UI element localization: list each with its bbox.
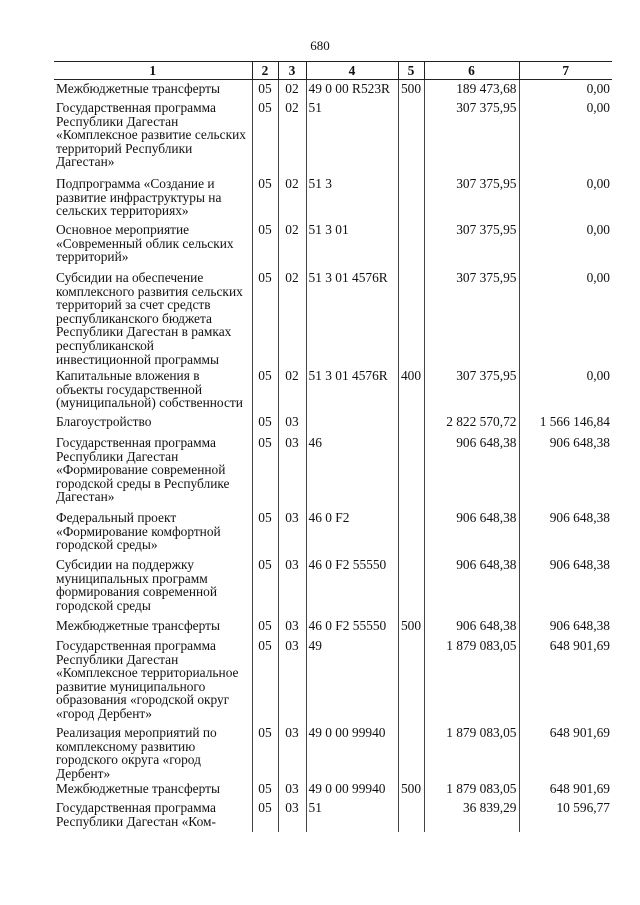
amount-column-6: 1 879 083,05 (424, 780, 519, 799)
row-name: Межбюджетные трансферты (56, 80, 220, 96)
amount-column-6: 189 473,68 (424, 79, 519, 99)
section-code: 05 (252, 413, 278, 434)
row-name: Межбюджетные трансферты (56, 618, 220, 634)
table-row (54, 221, 612, 269)
row-name: Межбюджетные трансферты (56, 781, 220, 797)
row-name: Субсидии на обеспечение комплексного развития сельских территорий за счет средств республиканского бюджета Республики Дагестан в рамках республиканской инвестиционной программы (56, 270, 243, 367)
amount-column-6: 906 648,38 (424, 509, 519, 556)
column-header: 4 (306, 62, 398, 80)
table-row (54, 99, 612, 175)
amount-column-6: 307 375,95 (424, 99, 519, 175)
section-code: 05 (252, 509, 278, 556)
section-code: 05 (252, 637, 278, 724)
row-name: Государственная программа Республики Дагестан «Комплексное развитие сельских территорий Республики Дагестан» (56, 100, 246, 170)
amount-column-6: 1 879 083,05 (424, 724, 519, 780)
section-code: 05 (252, 175, 278, 221)
amount-column-7: 1 566 146,84 (519, 413, 612, 434)
table-row (54, 79, 612, 99)
table-row (54, 434, 612, 509)
column-header: 7 (519, 62, 612, 80)
row-name: Благоустройство (56, 414, 152, 430)
amount-column-7: 0,00 (519, 269, 612, 367)
row-name: Государственная программа Республики Дагестан «Ком- (56, 800, 216, 830)
column-header: 2 (252, 62, 278, 80)
amount-column-7: 648 901,69 (519, 780, 612, 799)
row-name: Реализация мероприятий по комплексному развитию городского округа «город Дербент» (56, 725, 217, 781)
subsection-code: 02 (278, 79, 306, 99)
amount-column-7: 0,00 (519, 221, 612, 269)
subsection-code: 03 (278, 434, 306, 509)
amount-column-7: 648 901,69 (519, 724, 612, 780)
expense-type-code: 500 (398, 617, 424, 637)
table-row (54, 413, 612, 434)
column-header: 3 (278, 62, 306, 80)
section-code: 05 (252, 434, 278, 509)
amount-column-7: 0,00 (519, 79, 612, 99)
amount-column-7: 906 648,38 (519, 434, 612, 509)
subsection-code: 02 (278, 367, 306, 413)
section-code: 05 (252, 269, 278, 367)
target-article-code: 51 3 (306, 175, 398, 221)
row-name: Государственная программа Республики Дагестан «Комплексное территориальное развитие муниципального образования «городской округ «город Дербент» (56, 638, 239, 722)
target-article-code: 46 0 F2 55550 (306, 556, 398, 617)
column-header: 1 (54, 62, 252, 80)
amount-column-7: 0,00 (519, 99, 612, 175)
subsection-code: 02 (278, 221, 306, 269)
table-row (54, 556, 612, 617)
target-article-code: 46 0 F2 55550 (306, 617, 398, 637)
subsection-code: 03 (278, 799, 306, 832)
expense-type-code (398, 637, 424, 724)
subsection-code: 02 (278, 269, 306, 367)
table-row (54, 637, 612, 724)
subsection-code: 03 (278, 637, 306, 724)
target-article-code: 51 3 01 (306, 221, 398, 269)
target-article-code: 49 0 00 R523R (306, 79, 398, 99)
table-body (54, 79, 612, 832)
amount-column-6: 307 375,95 (424, 175, 519, 221)
expense-type-code: 400 (398, 367, 424, 413)
row-name: Субсидии на поддержку муниципальных программ формирования современной городской среды (56, 557, 218, 613)
table-row (54, 724, 612, 780)
section-code: 05 (252, 221, 278, 269)
section-code: 05 (252, 367, 278, 413)
amount-column-7: 906 648,38 (519, 509, 612, 556)
row-name: Федеральный проект «Формирование комфортной городской среды» (56, 510, 221, 553)
amount-column-7: 10 596,77 (519, 799, 612, 832)
table-row (54, 799, 612, 832)
amount-column-6: 906 648,38 (424, 434, 519, 509)
expense-type-code (398, 556, 424, 617)
amount-column-6: 36 839,29 (424, 799, 519, 832)
page-number: 680 (310, 38, 330, 53)
table-row (54, 509, 612, 556)
row-name: Подпрограмма «Создание и развитие инфраструктуры на сельских территориях» (56, 176, 222, 219)
expense-type-code (398, 99, 424, 175)
amount-column-6: 307 375,95 (424, 269, 519, 367)
target-article-code: 46 0 F2 (306, 509, 398, 556)
target-article-code: 49 (306, 637, 398, 724)
expense-type-code (398, 434, 424, 509)
expense-type-code (398, 175, 424, 221)
amount-column-6: 1 879 083,05 (424, 637, 519, 724)
amount-column-7: 648 901,69 (519, 637, 612, 724)
subsection-code: 03 (278, 413, 306, 434)
section-code: 05 (252, 724, 278, 780)
expense-type-code (398, 509, 424, 556)
row-name: Основное мероприятие «Современный облик сельских территорий» (56, 222, 234, 265)
target-article-code: 51 (306, 99, 398, 175)
section-code: 05 (252, 79, 278, 99)
section-code: 05 (252, 99, 278, 175)
table-row (54, 617, 612, 637)
target-article-code: 46 (306, 434, 398, 509)
subsection-code: 02 (278, 175, 306, 221)
table-row (54, 780, 612, 799)
subsection-code: 02 (278, 99, 306, 175)
subsection-code: 03 (278, 780, 306, 799)
table-row (54, 269, 612, 367)
amount-column-6: 2 822 570,72 (424, 413, 519, 434)
table-row (54, 367, 612, 413)
section-code: 05 (252, 799, 278, 832)
amount-column-6: 906 648,38 (424, 617, 519, 637)
expense-type-code (398, 724, 424, 780)
amount-column-6: 307 375,95 (424, 221, 519, 269)
table-header-row (54, 62, 612, 80)
subsection-code: 03 (278, 509, 306, 556)
expense-type-code (398, 413, 424, 434)
amount-column-7: 906 648,38 (519, 617, 612, 637)
column-header: 6 (424, 62, 519, 80)
target-article-code: 49 0 00 99940 (306, 780, 398, 799)
expense-type-code: 500 (398, 780, 424, 799)
expense-type-code (398, 799, 424, 832)
section-code: 05 (252, 617, 278, 637)
expense-type-code (398, 269, 424, 367)
target-article-code: 51 3 01 4576R (306, 367, 398, 413)
amount-column-6: 906 648,38 (424, 556, 519, 617)
subsection-code: 03 (278, 724, 306, 780)
column-header: 5 (398, 62, 424, 80)
expense-type-code (398, 221, 424, 269)
section-code: 05 (252, 556, 278, 617)
amount-column-7: 906 648,38 (519, 556, 612, 617)
target-article-code: 51 3 01 4576R (306, 269, 398, 367)
subsection-code: 03 (278, 556, 306, 617)
table-row (54, 175, 612, 221)
expense-type-code: 500 (398, 79, 424, 99)
subsection-code: 03 (278, 617, 306, 637)
row-name: Государственная программа Республики Дагестан «Формирование современной городской среды в Республике Дагестан» (56, 435, 230, 505)
amount-column-7: 0,00 (519, 367, 612, 413)
amount-column-7: 0,00 (519, 175, 612, 221)
budget-table (54, 61, 612, 832)
target-article-code: 49 0 00 99940 (306, 724, 398, 780)
row-name: Капитальные вложения в объекты государственной (муниципальной) собственности (56, 368, 243, 411)
amount-column-6: 307 375,95 (424, 367, 519, 413)
target-article-code (306, 413, 398, 434)
target-article-code: 51 (306, 799, 398, 832)
section-code: 05 (252, 780, 278, 799)
